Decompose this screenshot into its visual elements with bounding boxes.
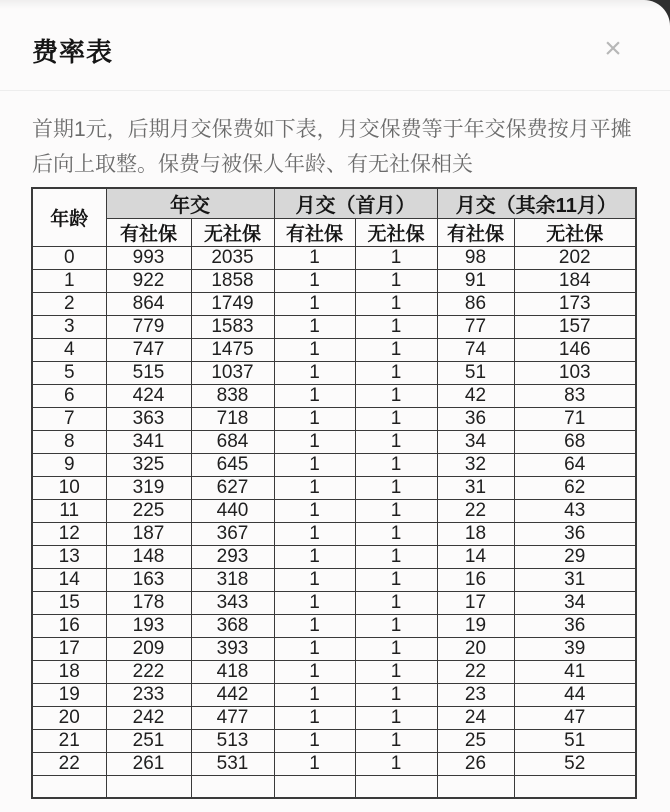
rate-cell: 318 bbox=[191, 569, 274, 592]
rate-cell: 1749 bbox=[191, 293, 274, 316]
rate-cell: 148 bbox=[106, 546, 191, 569]
rate-cell: 1 bbox=[355, 569, 437, 592]
rate-cell: 368 bbox=[191, 615, 274, 638]
rate-description bbox=[32, 112, 646, 182]
age-cell: 5 bbox=[32, 362, 106, 385]
rate-cell: 1 bbox=[274, 362, 355, 385]
subheader-rest-with-insurance: 有社保 bbox=[437, 219, 514, 247]
age-cell: 12 bbox=[32, 523, 106, 546]
rate-cell: 42 bbox=[437, 385, 514, 408]
age-cell: 9 bbox=[32, 454, 106, 477]
rate-cell: 31 bbox=[437, 477, 514, 500]
rate-cell: 157 bbox=[514, 316, 636, 339]
rate-cell: 202 bbox=[514, 247, 636, 270]
rate-cell: 44 bbox=[514, 684, 636, 707]
rate-table-header bbox=[32, 188, 636, 247]
rate-cell: 1 bbox=[355, 477, 437, 500]
rate-cell: 515 bbox=[106, 362, 191, 385]
age-cell: 15 bbox=[32, 592, 106, 615]
rate-cell: 442 bbox=[191, 684, 274, 707]
rate-cell: 627 bbox=[191, 477, 274, 500]
rate-cell: 242 bbox=[106, 707, 191, 730]
rate-cell: 83 bbox=[514, 385, 636, 408]
rate-cell: 91 bbox=[437, 270, 514, 293]
age-cell: 1 bbox=[32, 270, 106, 293]
rate-cell: 418 bbox=[191, 661, 274, 684]
rate-cell: 718 bbox=[191, 408, 274, 431]
rate-cell: 22 bbox=[437, 500, 514, 523]
rate-cell: 178 bbox=[106, 592, 191, 615]
rate-cell: 187 bbox=[106, 523, 191, 546]
close-icon[interactable]: × bbox=[600, 36, 626, 62]
table-row bbox=[32, 408, 636, 431]
rate-cell: 1 bbox=[274, 523, 355, 546]
table-row-partial bbox=[32, 776, 636, 799]
rate-cell: 1 bbox=[274, 730, 355, 753]
table-row bbox=[32, 592, 636, 615]
rate-cell: 17 bbox=[437, 592, 514, 615]
rate-cell: 25 bbox=[437, 730, 514, 753]
rate-table bbox=[31, 187, 637, 799]
age-cell: 8 bbox=[32, 431, 106, 454]
table-row bbox=[32, 546, 636, 569]
rate-cell: 1 bbox=[355, 661, 437, 684]
table-row bbox=[32, 569, 636, 592]
rate-cell: 209 bbox=[106, 638, 191, 661]
table-row bbox=[32, 293, 636, 316]
rate-cell: 1 bbox=[274, 385, 355, 408]
rate-cell: 1 bbox=[355, 293, 437, 316]
table-row bbox=[32, 615, 636, 638]
age-cell: 17 bbox=[32, 638, 106, 661]
rate-cell: 1 bbox=[274, 592, 355, 615]
table-row bbox=[32, 684, 636, 707]
rate-cell: 2035 bbox=[191, 247, 274, 270]
rate-cell: 51 bbox=[437, 362, 514, 385]
subheader-annual-without-insurance: 无社保 bbox=[191, 219, 274, 247]
age-cell: 22 bbox=[32, 753, 106, 776]
rate-table-container bbox=[31, 187, 641, 805]
description-line-2: 后向上取整。保费与被保人年龄、有无社保相关 bbox=[32, 153, 473, 176]
header-monthly-rest: 月交（其余11月） bbox=[437, 188, 636, 219]
rate-cell: 52 bbox=[514, 753, 636, 776]
rate-cell: 251 bbox=[106, 730, 191, 753]
rate-cell: 513 bbox=[191, 730, 274, 753]
empty-cell bbox=[355, 776, 437, 799]
rate-cell: 32 bbox=[437, 454, 514, 477]
empty-cell bbox=[514, 776, 636, 799]
rate-cell: 1 bbox=[355, 270, 437, 293]
rate-cell: 922 bbox=[106, 270, 191, 293]
description-line-1: 首期1元，后期月交保费如下表，月交保费等于年交保费按月平摊 bbox=[32, 118, 632, 141]
rate-cell: 1 bbox=[274, 339, 355, 362]
rate-cell: 1 bbox=[274, 546, 355, 569]
age-cell: 14 bbox=[32, 569, 106, 592]
rate-cell: 68 bbox=[514, 431, 636, 454]
rate-cell: 1037 bbox=[191, 362, 274, 385]
rate-cell: 1 bbox=[274, 753, 355, 776]
rate-cell: 1 bbox=[355, 408, 437, 431]
empty-cell bbox=[32, 776, 106, 799]
rate-cell: 531 bbox=[191, 753, 274, 776]
rate-cell: 293 bbox=[191, 546, 274, 569]
table-row bbox=[32, 707, 636, 730]
rate-cell: 23 bbox=[437, 684, 514, 707]
age-cell: 20 bbox=[32, 707, 106, 730]
rate-cell: 319 bbox=[106, 477, 191, 500]
empty-cell bbox=[274, 776, 355, 799]
rate-cell: 74 bbox=[437, 339, 514, 362]
table-row bbox=[32, 661, 636, 684]
rate-cell: 645 bbox=[191, 454, 274, 477]
rate-cell: 71 bbox=[514, 408, 636, 431]
rate-cell: 440 bbox=[191, 500, 274, 523]
rate-cell: 20 bbox=[437, 638, 514, 661]
rate-cell: 19 bbox=[437, 615, 514, 638]
rate-cell: 34 bbox=[437, 431, 514, 454]
rate-cell: 36 bbox=[437, 408, 514, 431]
rate-cell: 36 bbox=[514, 523, 636, 546]
rate-cell: 43 bbox=[514, 500, 636, 523]
rate-cell: 325 bbox=[106, 454, 191, 477]
header-annual: 年交 bbox=[106, 188, 274, 219]
rate-cell: 261 bbox=[106, 753, 191, 776]
rate-cell: 103 bbox=[514, 362, 636, 385]
rate-cell: 341 bbox=[106, 431, 191, 454]
rate-table-body bbox=[32, 247, 636, 799]
rate-cell: 77 bbox=[437, 316, 514, 339]
table-row bbox=[32, 523, 636, 546]
age-cell: 21 bbox=[32, 730, 106, 753]
rate-cell: 62 bbox=[514, 477, 636, 500]
rate-cell: 1 bbox=[355, 730, 437, 753]
rate-cell: 31 bbox=[514, 569, 636, 592]
rate-cell: 86 bbox=[437, 293, 514, 316]
rate-cell: 1 bbox=[355, 638, 437, 661]
rate-cell: 98 bbox=[437, 247, 514, 270]
rate-cell: 1 bbox=[355, 454, 437, 477]
rate-cell: 1 bbox=[274, 684, 355, 707]
age-cell: 11 bbox=[32, 500, 106, 523]
rate-cell: 1 bbox=[355, 546, 437, 569]
subheader-first-with-insurance: 有社保 bbox=[274, 219, 355, 247]
modal-top-shade bbox=[0, 0, 670, 9]
table-row bbox=[32, 500, 636, 523]
age-cell: 18 bbox=[32, 661, 106, 684]
age-cell: 0 bbox=[32, 247, 106, 270]
rate-cell: 1 bbox=[355, 615, 437, 638]
rate-cell: 36 bbox=[514, 615, 636, 638]
age-cell: 3 bbox=[32, 316, 106, 339]
rate-cell: 1 bbox=[355, 592, 437, 615]
page-title: 费率表 bbox=[32, 37, 114, 67]
rate-cell: 26 bbox=[437, 753, 514, 776]
table-row bbox=[32, 454, 636, 477]
rate-cell: 747 bbox=[106, 339, 191, 362]
header-monthly-first: 月交（首月） bbox=[274, 188, 437, 219]
rate-cell: 393 bbox=[191, 638, 274, 661]
rate-cell: 1 bbox=[355, 339, 437, 362]
empty-cell bbox=[437, 776, 514, 799]
rate-cell: 1 bbox=[274, 408, 355, 431]
rate-cell: 1 bbox=[274, 247, 355, 270]
rate-cell: 1475 bbox=[191, 339, 274, 362]
age-cell: 16 bbox=[32, 615, 106, 638]
age-cell: 10 bbox=[32, 477, 106, 500]
rate-cell: 1 bbox=[355, 385, 437, 408]
empty-cell bbox=[106, 776, 191, 799]
subheader-rest-without-insurance: 无社保 bbox=[514, 219, 636, 247]
rate-cell: 1 bbox=[274, 431, 355, 454]
rate-cell: 16 bbox=[437, 569, 514, 592]
table-row bbox=[32, 247, 636, 270]
rate-cell: 1858 bbox=[191, 270, 274, 293]
rate-cell: 1 bbox=[355, 684, 437, 707]
table-row bbox=[32, 339, 636, 362]
rate-cell: 1 bbox=[355, 316, 437, 339]
age-cell: 2 bbox=[32, 293, 106, 316]
rate-cell: 363 bbox=[106, 408, 191, 431]
rate-cell: 51 bbox=[514, 730, 636, 753]
table-row bbox=[32, 385, 636, 408]
rate-cell: 838 bbox=[191, 385, 274, 408]
rate-cell: 1 bbox=[274, 477, 355, 500]
rate-cell: 163 bbox=[106, 569, 191, 592]
subheader-first-without-insurance: 无社保 bbox=[355, 219, 437, 247]
rate-cell: 64 bbox=[514, 454, 636, 477]
table-row bbox=[32, 753, 636, 776]
rate-cell: 779 bbox=[106, 316, 191, 339]
header-age: 年龄 bbox=[32, 188, 106, 247]
rate-cell: 1 bbox=[355, 362, 437, 385]
rate-cell: 1 bbox=[274, 707, 355, 730]
rate-cell: 367 bbox=[191, 523, 274, 546]
empty-cell bbox=[191, 776, 274, 799]
rate-cell: 1 bbox=[274, 615, 355, 638]
rate-cell: 193 bbox=[106, 615, 191, 638]
rate-cell: 39 bbox=[514, 638, 636, 661]
rate-cell: 1 bbox=[274, 500, 355, 523]
table-row bbox=[32, 477, 636, 500]
age-cell: 7 bbox=[32, 408, 106, 431]
rate-cell: 24 bbox=[437, 707, 514, 730]
rate-cell: 1 bbox=[274, 454, 355, 477]
rate-cell: 34 bbox=[514, 592, 636, 615]
rate-cell: 424 bbox=[106, 385, 191, 408]
rate-cell: 1 bbox=[355, 431, 437, 454]
rate-cell: 22 bbox=[437, 661, 514, 684]
age-cell: 19 bbox=[32, 684, 106, 707]
table-row bbox=[32, 730, 636, 753]
rate-cell: 684 bbox=[191, 431, 274, 454]
rate-cell: 18 bbox=[437, 523, 514, 546]
table-row bbox=[32, 362, 636, 385]
rate-cell: 1 bbox=[274, 569, 355, 592]
rate-cell: 1 bbox=[274, 316, 355, 339]
table-row bbox=[32, 270, 636, 293]
rate-cell: 222 bbox=[106, 661, 191, 684]
rate-cell: 146 bbox=[514, 339, 636, 362]
rate-cell: 1 bbox=[274, 270, 355, 293]
age-cell: 13 bbox=[32, 546, 106, 569]
rate-cell: 1 bbox=[355, 247, 437, 270]
table-row bbox=[32, 316, 636, 339]
rate-cell: 1 bbox=[274, 638, 355, 661]
rate-cell: 1 bbox=[355, 523, 437, 546]
rate-cell: 233 bbox=[106, 684, 191, 707]
rate-cell: 29 bbox=[514, 546, 636, 569]
rate-cell: 1583 bbox=[191, 316, 274, 339]
rate-cell: 1 bbox=[274, 661, 355, 684]
rate-cell: 173 bbox=[514, 293, 636, 316]
rate-cell: 864 bbox=[106, 293, 191, 316]
rate-cell: 1 bbox=[355, 707, 437, 730]
rate-cell: 1 bbox=[355, 500, 437, 523]
rate-cell: 41 bbox=[514, 661, 636, 684]
rate-cell: 47 bbox=[514, 707, 636, 730]
rate-cell: 1 bbox=[274, 293, 355, 316]
rate-cell: 225 bbox=[106, 500, 191, 523]
rate-cell: 477 bbox=[191, 707, 274, 730]
rate-cell: 184 bbox=[514, 270, 636, 293]
rate-cell: 14 bbox=[437, 546, 514, 569]
table-row bbox=[32, 431, 636, 454]
subheader-annual-with-insurance: 有社保 bbox=[106, 219, 191, 247]
rate-cell: 343 bbox=[191, 592, 274, 615]
age-cell: 6 bbox=[32, 385, 106, 408]
table-row bbox=[32, 638, 636, 661]
title-divider bbox=[0, 90, 670, 91]
age-cell: 4 bbox=[32, 339, 106, 362]
rate-cell: 993 bbox=[106, 247, 191, 270]
rate-cell: 1 bbox=[355, 753, 437, 776]
